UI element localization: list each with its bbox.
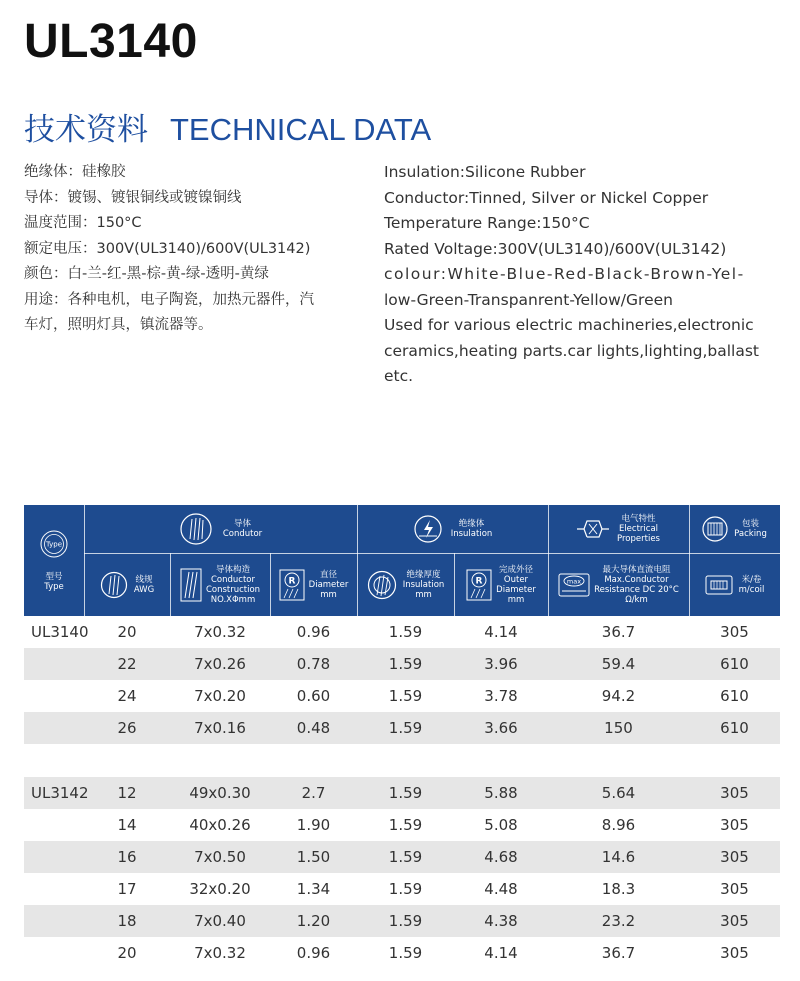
awg-en: AWG [133, 584, 155, 595]
cell-diameter: 1.50 [296, 848, 331, 866]
cell-awg: 14 [117, 816, 137, 834]
cell-resistance: 36.7 [601, 944, 636, 962]
resist-en1: Max.Conductor [604, 574, 669, 585]
cell-insulation: 1.59 [388, 880, 423, 898]
pack-unit-header [689, 553, 780, 616]
ins-thick-en1: Insulation [402, 579, 445, 590]
table-row [24, 905, 780, 937]
table-row [24, 616, 780, 648]
cell-outer-diameter: 4.38 [484, 912, 518, 930]
cell-insulation: 1.59 [388, 623, 423, 641]
spec-line: 温度范围：150°C [24, 215, 142, 231]
cell-diameter: 1.34 [296, 880, 331, 898]
technical-data-table [24, 505, 780, 969]
cell-insulation: 1.59 [388, 687, 423, 705]
spec-line: Conductor:Tinned, Silver or Nickel Copper [384, 188, 709, 207]
insulation-thickness-icon [367, 570, 397, 600]
pack-cn: 米/卷 [741, 574, 762, 585]
resist-en3: Ω/km [625, 594, 648, 605]
table-row [24, 648, 780, 680]
insulation-en: Insulation [450, 529, 493, 539]
cell-awg: 26 [117, 719, 137, 737]
cell-outer-diameter: 3.66 [484, 719, 518, 737]
packing-group-header [689, 505, 780, 553]
cell-packing: 305 [720, 880, 749, 898]
resist-en2: Resistance DC 20°C [594, 584, 679, 595]
page-title: UL3140 [24, 15, 198, 68]
type-header [24, 505, 84, 616]
cell-packing: 305 [720, 944, 749, 962]
type-header-cn: 型号 [45, 571, 63, 582]
outer-r-label: R [475, 576, 483, 586]
cell-diameter: 1.90 [296, 816, 331, 834]
construction-header [170, 553, 270, 616]
insulation-icon [413, 514, 443, 544]
electrical-group-header [548, 505, 689, 553]
table-row [24, 712, 780, 744]
cell-construction: 7x0.20 [194, 687, 246, 705]
spec-line: Insulation:Silicone Rubber [384, 163, 586, 181]
cell-construction: 49x0.30 [189, 784, 251, 802]
cell-construction: 7x0.32 [194, 623, 246, 641]
diameter-icon [279, 569, 305, 601]
spec-line: etc. [384, 367, 414, 385]
cell-outer-diameter: 3.78 [484, 687, 518, 705]
resist-cn: 最大导体直流电阻 [602, 564, 671, 575]
cell-construction: 40x0.26 [189, 816, 251, 834]
cell-resistance: 18.3 [601, 880, 636, 898]
cell-awg: 20 [117, 623, 137, 641]
type-badge-text: Type [45, 540, 63, 548]
outer-diameter-header [454, 553, 548, 616]
cell-outer-diameter: 5.08 [484, 816, 518, 834]
cell-construction: 7x0.16 [194, 719, 246, 737]
construction-en1: Conductor [210, 574, 255, 585]
resistor-icon [577, 518, 609, 540]
cell-packing: 305 [720, 784, 749, 802]
cell-awg: 17 [117, 880, 137, 898]
outer-diameter-icon [466, 569, 492, 601]
table-spacer [24, 744, 780, 777]
construction-cn: 导体构造 [215, 564, 250, 575]
spec-line: 车灯，照明灯具，镇流器等。 [24, 317, 213, 333]
construction-en2: Construction [205, 584, 261, 595]
cell-outer-diameter: 4.14 [484, 623, 518, 641]
spec-line: 绝缘体：硅橡胶 [24, 164, 126, 180]
cell-packing: 305 [720, 816, 749, 834]
cell-awg: 18 [117, 912, 137, 930]
cell-outer-diameter: 3.96 [484, 655, 518, 673]
resistance-header [548, 553, 689, 616]
packing-en: Packing [734, 529, 767, 539]
type-header-en: Type [44, 581, 64, 592]
cell-outer-diameter: 4.14 [484, 944, 518, 962]
packing-cn: 包装 [741, 519, 759, 529]
outer-cn: 完成外径 [498, 564, 533, 575]
cell-insulation: 1.59 [388, 912, 423, 930]
cell-awg: 12 [117, 784, 137, 802]
cell-resistance: 5.64 [601, 784, 636, 802]
table-row [24, 937, 780, 969]
awg-header [84, 553, 170, 616]
cell-resistance: 14.6 [601, 848, 636, 866]
cell-resistance: 23.2 [601, 912, 636, 930]
conductor-group-header [84, 505, 357, 553]
electrical-cn: 电气特性 [621, 514, 656, 524]
cell-diameter: 0.96 [296, 623, 331, 641]
spec-line: low-Green-Transpanrent-Yellow/Green [384, 290, 673, 309]
subtitle-cn: 技术资料 [24, 112, 148, 147]
awg-cn: 线规 [135, 574, 153, 585]
cell-resistance: 150 [604, 719, 633, 737]
cell-packing: 305 [720, 848, 749, 866]
spec-line: 用途：各种电机，电子陶瓷，加热元器件，汽 [24, 291, 314, 308]
section-subtitle [24, 104, 431, 149]
ins-thick-en2: mm [415, 589, 432, 600]
cell-insulation: 1.59 [388, 816, 423, 834]
insulation-group-header [357, 505, 548, 553]
diameter-header [270, 553, 357, 616]
cell-insulation: 1.59 [388, 784, 423, 802]
subtitle-en: TECHNICAL DATA [170, 112, 432, 147]
cell-insulation: 1.59 [388, 655, 423, 673]
cell-construction: 7x0.40 [194, 912, 246, 930]
spec-line: 导体：镀锡、镀银铜线或镀镍铜线 [24, 189, 242, 206]
cell-insulation: 1.59 [388, 944, 423, 962]
cell-resistance: 36.7 [601, 623, 636, 641]
cell-diameter: 1.20 [296, 912, 331, 930]
spec-line: Temperature Range:150°C [384, 214, 590, 232]
electrical-en1: Electrical [618, 524, 659, 534]
diameter-en2: mm [320, 589, 337, 600]
spec-line: colour:White-Blue-Red-Black-Brown-Yel- [384, 265, 745, 283]
max-resistance-icon [558, 573, 590, 597]
cell-outer-diameter: 5.88 [484, 784, 518, 802]
ins-thick-cn: 绝缘厚度 [406, 569, 441, 580]
electrical-en2: Properties [617, 534, 660, 544]
spec-line: 额定电压：300V(UL3140)/600V(UL3142) [24, 240, 311, 257]
table-row [24, 873, 780, 905]
table-header [24, 505, 780, 616]
specs-chinese [24, 160, 369, 339]
cell-resistance: 8.96 [601, 816, 636, 834]
cell-outer-diameter: 4.68 [484, 848, 518, 866]
cell-insulation: 1.59 [388, 848, 423, 866]
cell-resistance: 59.4 [601, 655, 636, 673]
insulation-cn: 绝缘体 [458, 519, 485, 529]
cell-insulation: 1.59 [388, 719, 423, 737]
type-badge-icon [40, 530, 68, 558]
cell-construction: 7x0.50 [194, 848, 246, 866]
cell-awg: 20 [117, 944, 137, 962]
cell-awg: 16 [117, 848, 137, 866]
table-body [24, 616, 780, 969]
conductor-cn: 导体 [233, 519, 251, 529]
conductor-icon [179, 512, 213, 546]
wire-gauge-icon [100, 571, 128, 599]
cell-awg: 24 [117, 687, 137, 705]
cell-awg: 22 [117, 655, 137, 673]
outer-en3: mm [507, 594, 525, 605]
cell-diameter: 0.60 [296, 687, 331, 705]
table-row [24, 680, 780, 712]
diameter-cn: 直径 [319, 569, 337, 580]
max-label: max [567, 577, 582, 585]
insulation-thickness-header [357, 553, 454, 616]
cell-diameter: 2.7 [301, 784, 326, 802]
table-row [24, 809, 780, 841]
spool-icon [705, 575, 733, 595]
conductor-en: Condutor [222, 529, 263, 539]
cell-diameter: 0.78 [296, 655, 331, 673]
cell-packing: 610 [720, 719, 749, 737]
specs-english [384, 160, 782, 390]
outer-en2: Diameter [496, 584, 536, 595]
diameter-en1: Diameter [308, 579, 349, 590]
cell-outer-diameter: 4.48 [484, 880, 518, 898]
table-row [24, 777, 780, 809]
cell-resistance: 94.2 [601, 687, 636, 705]
construction-en3: NO.XΦmm [210, 594, 256, 605]
cell-construction: 32x0.20 [189, 880, 251, 898]
cell-packing: 305 [720, 623, 749, 641]
cell-construction: 7x0.32 [194, 944, 246, 962]
pack-en: m/coil [738, 584, 765, 595]
cell-type: UL3140 [31, 623, 89, 641]
outer-en1: Outer [503, 574, 529, 585]
diameter-r-label: R [288, 576, 296, 586]
spec-line: 颜色：白-兰-红-黑-棕-黄-绿-透明-黄绿 [24, 266, 269, 282]
cell-packing: 305 [720, 912, 749, 930]
spec-line: Used for various electric machineries,electronic [384, 316, 754, 334]
spec-line: Rated Voltage:300V(UL3140)/600V(UL3142) [384, 239, 727, 258]
strand-icon [180, 568, 202, 602]
table-row [24, 841, 780, 873]
cell-diameter: 0.96 [296, 944, 331, 962]
cell-packing: 610 [720, 687, 749, 705]
coil-icon [702, 516, 728, 542]
cell-type: UL3142 [31, 784, 89, 802]
cell-construction: 7x0.26 [194, 655, 246, 673]
spec-line: ceramics,heating parts.car lights,lighting,ballast [384, 341, 760, 360]
cell-diameter: 0.48 [296, 719, 331, 737]
cell-packing: 610 [720, 655, 749, 673]
